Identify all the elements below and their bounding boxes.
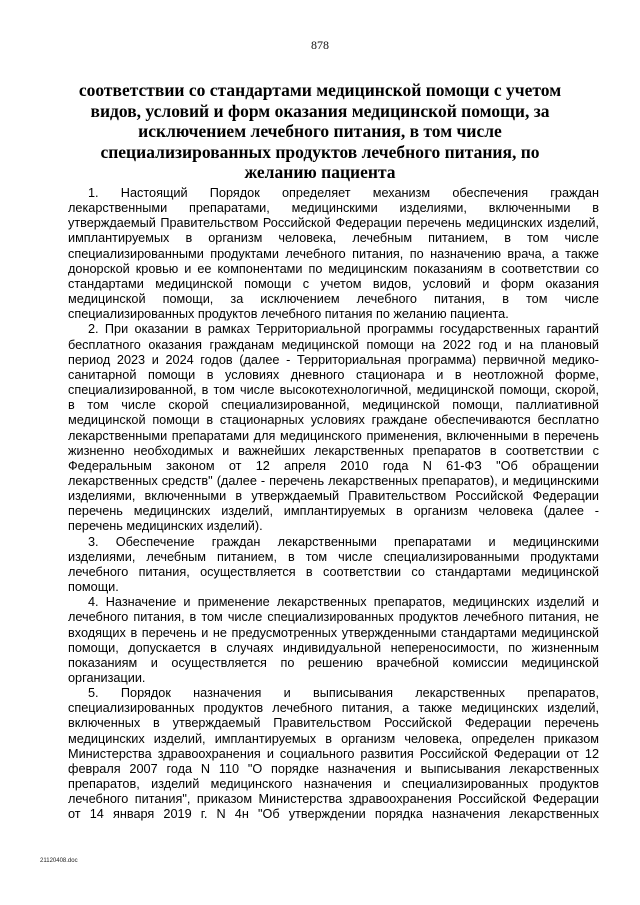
text-line: специализированных продуктов лечебного питания, а также медицинских изделий, [68,701,599,716]
text-line: Федеральным законом от 12 апреля 2010 года N 61-ФЗ "Об обращении [68,458,599,473]
text-line: лекарственных средств" (далее - перечень лекарственных препаратов), и медицинскими [68,473,599,488]
text-line: включенных в утверждаемый Правительством Российской Федерации перечень [68,716,599,731]
text-line: лечебного питания", приказом Министерства здравоохранения Российской Федерации [68,792,599,807]
text-line: перечень медицинских изделий). [68,519,263,534]
text-line: помощи, допускается в случаях индивидуальной непереносимости, по жизненным [68,640,599,655]
title-line: желанию пациента [244,162,396,183]
text-line: специализированных продуктов лечебного питания по желанию пациента. [68,307,509,322]
file-name-footer: 21120408.doc [40,858,78,864]
text-line: 3. Обеспечение граждан лекарственными препаратами и медицинскими [88,534,599,549]
text-line: специализированной, в том числе высокотехнологичной, медицинской помощи, скорой, [68,383,599,398]
text-line: в том числе скорой специализированной, медицинской помощи, паллиативной [68,398,599,413]
text-line: санитарной помощи в условиях дневного стационара и в неотложной форме, [68,367,599,382]
title-line: исключением лечебного питания, в том числе [138,121,502,142]
paragraph-2 [68,322,599,534]
text-line: медицинской помощи, за исключением лечебного питания, в том числе [68,292,599,307]
paragraph-5 [68,686,599,822]
title-line: соответствии со стандартами медицинской помощи с учетом [78,80,562,100]
text-line: 5. Порядок назначения и выписывания лекарственных препаратов, [88,686,599,701]
title-line: видов, условий и форм оказания медицинской помощи, за [90,100,550,121]
text-line: помощи. [68,580,119,595]
text-line: февраля 2007 года N 110 "О порядке назначения и выписывания лекарственных [68,761,599,776]
text-line: имплантируемых в организм человека, лечебным питанием, в том числе [68,231,599,246]
text-line: лекарственными препаратами, медицинскими изделиями, включенными в [68,201,599,216]
text-line: организации. [68,671,146,685]
text-line: лечебного питания, осуществляется в соответствии со стандартами медицинской [68,564,599,579]
text-line: от 14 января 2019 г. N 4н "Об утверждении порядка назначения лекарственных [68,807,599,822]
text-line: изделиями, лечебным питанием, в том числе специализированными продуктами [68,549,599,564]
text-line: Министерства здравоохранения и социального развития Российской Федерации от 12 [68,746,599,761]
document-body [68,186,599,823]
text-line: донорской кровью и ее компонентами по медицинским показаниям в соответствии со [68,261,599,276]
text-line: медицинских изделий, имплантируемых в организм человека, определен приказом [68,731,599,746]
text-line: входящих в перечень и не предусмотренных утвержденными стандартами медицинской [68,625,599,640]
section-title [40,80,600,183]
paragraph-4 [68,595,599,686]
text-line: специализированными продуктами лечебного питания, по назначению врача, а также [68,246,599,261]
paragraph-1 [68,186,599,322]
text-line: изделиями, включенными в утверждаемый Правительством Российской Федерации [68,489,599,504]
paragraph-3 [68,535,599,596]
text-line: лечебного питания, в том числе специализированных продуктов лечебного питания, не [68,610,599,625]
text-line: период 2023 и 2024 годов (далее - Территориальная программа) первичной медико- [68,352,599,367]
text-line: 1. Настоящий Порядок определяет механизм обеспечения граждан [88,186,599,200]
title-line: специализированных продуктов лечебного питания, по [100,141,540,162]
text-line: стандартами медицинской помощи с учетом видов, условий и форм оказания [68,276,599,291]
text-line: жизненно необходимых и важнейших лекарственных препаратов в соответствии с [68,443,599,458]
text-line: 4. Назначение и применение лекарственных препаратов, медицинских изделий и [88,595,599,610]
text-line: 2. При оказании в рамках Территориальной программы государственных гарантий [88,322,599,337]
page-number: 878 [311,38,329,52]
text-line: утверждаемый Правительством Российской Федерации перечень медицинских изделий, [68,216,599,231]
text-line: перечень медицинских изделий, имплантируемых в организм человека (далее - [68,504,599,519]
text-line: медицинской помощи в стационарных условиях граждане обеспечиваются бесплатно [68,413,599,428]
text-line: бесплатного оказания гражданам медицинской помощи на 2022 год и на плановый [68,337,599,352]
text-line: препаратов, изделий медицинского назначения и специализированных продуктов [68,777,599,792]
text-line: показаниям и осуществляется по решению врачебной комиссии медицинской [68,655,599,670]
text-line: лекарственными препаратами для медицинского применения, включенными в перечень [68,428,599,443]
